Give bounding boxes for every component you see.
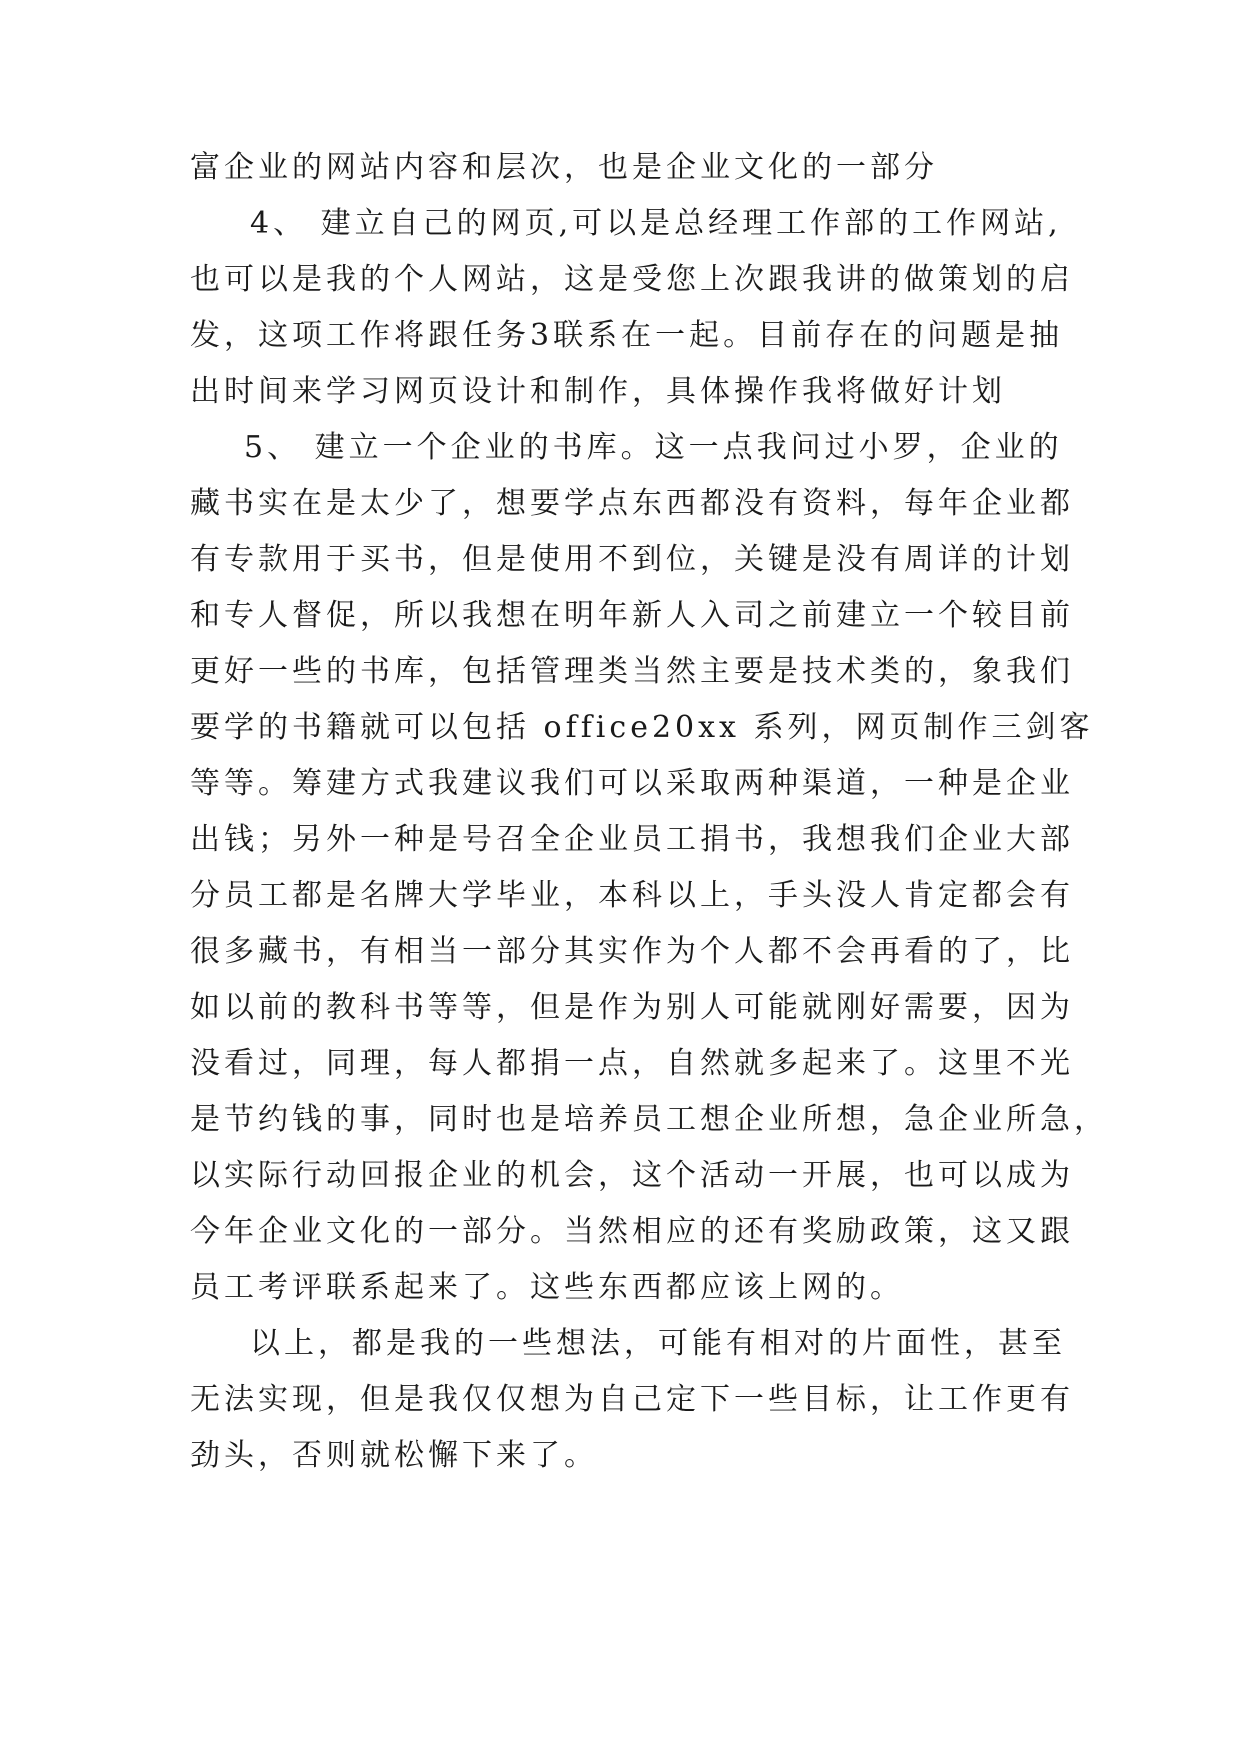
text-line: 藏书实在是太少了，想要学点东西都没有资料，每年企业都 (190, 486, 1074, 521)
text-line: 没看过，同理，每人都捐一点，自然就多起来了。这里不光 (190, 1046, 1074, 1081)
text-line: 劲头，否则就松懈下来了。 (190, 1438, 598, 1473)
text-line: 等等。筹建方式我建议我们可以采取两种渠道，一种是企业 (190, 766, 1074, 801)
text-line: 如以前的教科书等等，但是作为别人可能就刚好需要，因为 (190, 990, 1074, 1025)
text-line: 很多藏书，有相当一部分其实作为个人都不会再看的了，比 (190, 934, 1074, 969)
list-item-5: 5、 建立一个企业的书库。这一点我问过小罗，企业的 (244, 430, 1063, 465)
text-line: 有专款用于买书，但是使用不到位，关键是没有周详的计划 (190, 542, 1074, 577)
text-line: 员工考评联系起来了。这些东西都应该上网的。 (190, 1270, 904, 1305)
text-line: 是节约钱的事，同时也是培养员工想企业所想，急企业所急， (190, 1102, 1108, 1137)
text-line: 也可以是我的个人网站，这是受您上次跟我讲的做策划的启 (190, 262, 1074, 297)
text-line: 出时间来学习网页设计和制作，具体操作我将做好计划 (190, 374, 1006, 409)
text-line: 更好一些的书库，包括管理类当然主要是技术类的，象我们 (190, 654, 1074, 689)
text-line: 要学的书籍就可以包括 office20xx 系列，网页制作三剑客 (190, 710, 1094, 745)
text-line: 今年企业文化的一部分。当然相应的还有奖励政策，这又跟 (190, 1214, 1074, 1249)
text-line: 分员工都是名牌大学毕业，本科以上，手头没人肯定都会有 (190, 878, 1074, 913)
text-line: 无法实现，但是我仅仅想为自己定下一些目标，让工作更有 (190, 1382, 1074, 1417)
text-line: 发，这项工作将跟任务3联系在一起。目前存在的问题是抽 (190, 318, 1064, 353)
text-line: 以实际行动回报企业的机会，这个活动一开展，也可以成为 (190, 1158, 1074, 1193)
text-line: 出钱；另外一种是号召全企业员工捐书，我想我们企业大部 (190, 822, 1074, 857)
list-item-4: 4、 建立自己的网页,可以是总经理工作部的工作网站, (250, 206, 1062, 241)
text-line: 和专人督促，所以我想在明年新人入司之前建立一个较目前 (190, 598, 1074, 633)
text-line: 富企业的网站内容和层次，也是企业文化的一部分 (190, 150, 938, 185)
closing-paragraph: 以上，都是我的一些想法，可能有相对的片面性，甚至 (250, 1326, 1066, 1361)
